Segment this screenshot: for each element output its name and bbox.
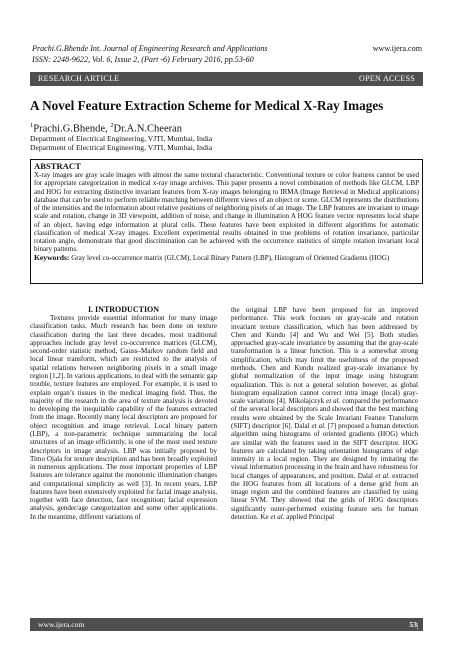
intro-text-segment: extracted the HOG features from all locations of a dense grid from an image region and the combined features are classified by using linear SVM. They showed that the grids of HOG descriptors significantly outer-performed existing feature sets for human detection. Ke	[231, 471, 419, 522]
et-al-italic: et al.	[311, 421, 326, 430]
footer-website-link[interactable]: www.ijera.com	[38, 619, 85, 629]
intro-text-segment: [7] proposed a human detection algorithm using histograms of oriented gradients (HOG) which are similar with the features used in the SIFT descriptor. HOG features are calculated by taking orientation histograms of edge intensity in a local region. They are designed by imitating the visual information processing in the brain and have robustness for local changes of appearances, and position. Dalal	[231, 421, 418, 480]
affiliation-2: Department of Electrical Engineering, VJTI, Mumbai, India	[30, 143, 213, 152]
page-number-value: 53	[409, 619, 417, 629]
introduction-paragraph-left: Textures provide essential information for many image classification tasks. Much research has been done on texture classification during the last three decades, most traditional approaches include gray level co-occurrence matrices (GLCM), second-order statistic method, Gauss–Markov random field and local linear transform, which are restricted to the analysis of spatial relations between neighboring pixels in a small image region [1,2]. In various applications, to deal with the semantic gap trouble, texture features are employed. For example, it is used to explain organ’s tissues in the medical imaging field. Thus, the majority of the research in the area of texture analysis is devoted to developing the inequitable capability of the features extracted from the image. Recently many local descriptors are proposed for object recognition and image retrieval. Local binary pattern (LBP), a non-parametric technique summarizing the local structures of an image efficiently, is one of the most used texture descriptors in image analysis. LBP was initially proposed by Timo Ojala for texture description and has been broadly exploited in numerous applications. The most important properties of LBP features are tolerance against the monotonic illumination changes and computational simplicity as well [3]. In recent years, LBP features have been extensively exploited for facial image analysis, together with face detection, face recognition; facial expression analysis, gender/age categorization and some other applications. In the meantime, different variations of	[30, 314, 217, 521]
et-al-italic: et al.	[326, 397, 341, 406]
journal-header	[32, 44, 362, 65]
keywords-text: Gray level co-occurrence matrix (GLCM), Local Binary Pattern (LBP), Histogram of Oriented Gradients (HOG)	[69, 253, 390, 262]
keywords-label: Keywords:	[34, 252, 70, 262]
page-label: | P a g e	[417, 621, 421, 666]
page-number	[409, 619, 421, 666]
left-column	[30, 305, 217, 521]
open-access-label: OPEN ACCESS	[359, 74, 415, 83]
abstract-heading: ABSTRACT	[34, 161, 81, 171]
introduction-paragraph-right	[231, 306, 418, 521]
author1-number: 1	[30, 122, 34, 129]
journal-name: Prachi.G.Bhende Int. Journal of Engineering Research and Applications	[32, 44, 268, 53]
paper-title: A Novel Feature Extraction Scheme for Medical X-Ray Images	[30, 98, 384, 113]
abstract-text: X-ray images are gray scale images with almost the same textural characteristic. Conventional texture or color features cannot be used for appropriate categorization in medical x-ray image archives. This paper presents a novel combination of methods like GLCM, LBP and HOG for extracting distinctive invariant features from X-ray images belonging to IRMA (Image Retrieval in Medical applications) database that can be used to perform reliable matching between different views of an object or scene. GLCM represents the distributions of the intensities and the information about relative positions of neighboring pixels of an image. The LBP features are invariant to image scale and rotation, change in 3D viewpoint, addition of noise, and change in illumination A HOG feature vector represents local shape of an object, having edge information at plural cells. These features have been exploited in different algorithms for automatic classification of medical X-ray images. Excellent experimental results obtained in true problems of rotation invariance, particular rotation angle, demonstrate that good discrimination can be achieved with the occurrence statistics of simple rotation invariant local binary patterns.	[34, 171, 419, 254]
right-column	[231, 306, 418, 521]
abstract-box	[30, 159, 423, 284]
keywords-line	[34, 254, 419, 262]
intro-text-segment: applied Principal	[284, 513, 335, 522]
footer-bar	[30, 618, 423, 666]
journal-website-link[interactable]: www.ijera.com	[372, 44, 422, 53]
et-al-italic: et al.	[270, 513, 285, 522]
journal-issn: ISSN: 2248-9622, Vol. 6, Issue 2, (Part -6) February 2016, pp.53-60	[32, 54, 254, 64]
author2-name: Dr.A.N.Cheeran	[113, 123, 183, 135]
et-al-italic: et al.	[375, 471, 390, 480]
intro-text-segment: the original LBP have been proposed for an improved performance. This work focuses on gray-scale and rotation invariant texture classification, which has been addressed by Chen and Kundu [4] and Wu and Wei [5]. Both studies approached gray-scale invariance by assuming that the gray-scale transformation is a linear function. This is a somewhat strong simplification, which may limit the usefulness of the proposed methods. Chen and Kundu realized gray-scale invariance by global normalization of the input image using histogram equalization. This is not a general solution however, as global histogram equalization cannot correct intra image (local) gray-scale variations [4]. Mikolajczyk	[231, 306, 418, 406]
introduction-heading: I. INTRODUCTION	[87, 305, 160, 314]
author2-number: 2	[110, 122, 114, 129]
article-type-banner	[30, 72, 423, 86]
author1-name: Prachi.G.Bhende,	[33, 123, 111, 135]
intro-text-segment: compared the performance of the several local descriptors and showed that the best matching results were obtained by the Scale Invariant Feature Transform (SIFT) descriptor [6]. Dalal	[231, 397, 419, 430]
affiliation-1: Department of Electrical Engineering, VJTI, Mumbai, India	[30, 134, 213, 143]
research-article-label: RESEARCH ARTICLE	[38, 74, 120, 83]
